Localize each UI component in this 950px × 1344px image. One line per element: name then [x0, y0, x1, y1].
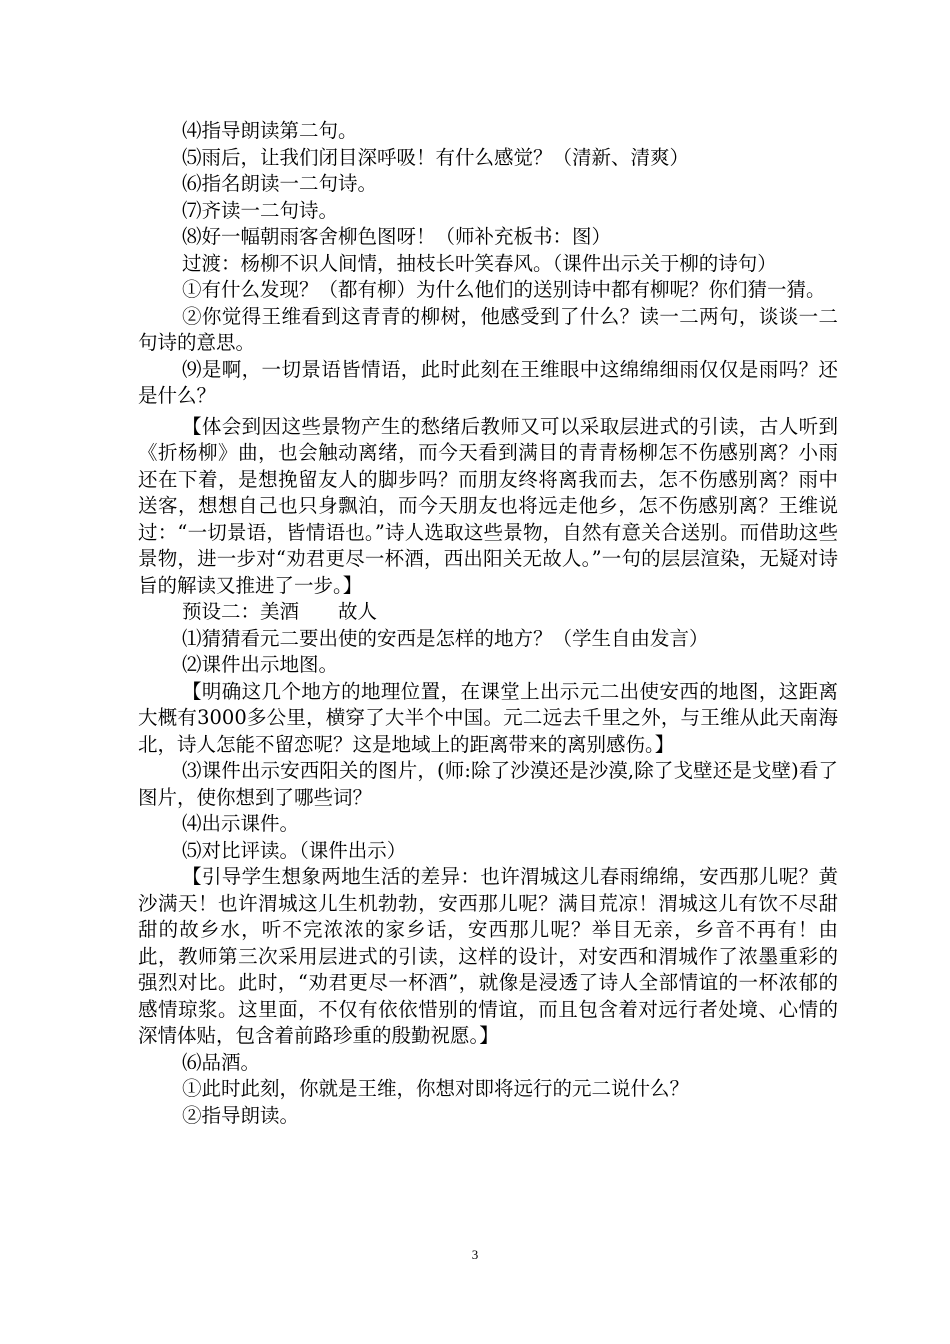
paragraph: ②你觉得王维看到这青青的柳树，他感受到了什么？读一二两句，谈谈一二句诗的意思。 — [138, 304, 838, 354]
paragraph: ⑻好一幅朝雨客舍柳色图呀！（师补充板书：图） — [182, 225, 612, 248]
paragraph: ⑼是啊，一切景语皆情语，此时此刻在王维眼中这绵绵细雨仅仅是雨吗？还是什么？ — [138, 357, 838, 407]
annotation-block: 【引导学生想象两地生活的差异：也许渭城这儿春雨绵绵，安西那儿呢？黄沙满天！也许渭城这儿生机勃勃，安西那儿呢？满目荒凉！渭城这儿有饮不尽甜甜的故乡水，听不完浓浓的家乡话，安西那儿呢？举目无亲，乡音不再有！由此，教师第三次采用层进式的引读，这样的设计，对安西和渭城作了浓墨重彩的强烈对比。此时，“劝君更尽一杯酒”，就像是浸透了诗人全部情谊的一杯浓郁的感情琼浆。这里面，不仅有依依惜别的情谊，而且包含着对远行者处境、心情的深情体贴，包含着前路珍重的殷勤祝愿。】 — [138, 865, 838, 1047]
paragraph: ①有什么发现？（都有柳）为什么他们的送别诗中都有柳呢？你们猜一猜。 — [182, 278, 826, 301]
paragraph: ⑵课件出示地图。 — [182, 653, 339, 676]
annotation-block: 【体会到因这些景物产生的愁绪后教师又可以采取层进式的引读，古人听到《折杨柳》曲，也会触动离绪，而今天看到满目的青青杨柳怎不伤感别离？小雨还在下着，是想挽留友人的脚步吗？而朋友终将离我而去，怎不伤感别离？雨中送客，想想自己也只身飘泊，而今天朋友也将远走他乡，怎不伤感别离？王维说过：“一切景语，皆情语也。”诗人选取这些景物，自然有意关合送别。而借助这些景物，进一步对“劝君更尽一杯酒，西出阳关无故人。”一句的层层渲染，无疑对诗旨的解读又推进了一步。】 — [138, 414, 838, 597]
page-number: 3 — [471, 1247, 479, 1262]
paragraph: ⑸雨后，让我们闭目深呼吸！有什么感觉？（清新、清爽） — [182, 145, 690, 169]
body-text — [138, 118, 838, 1129]
paragraph: ②指导朗读。 — [182, 1103, 300, 1127]
paragraph: ⑹品酒。 — [182, 1050, 261, 1074]
annotation-block: 【明确这几个地方的地理位置，在课堂上出示元二出使安西的地图，这距离大概有3000多公里，横穿了大半个中国。元二远去千里之外，与王维从此天南海北，诗人怎能不留恋呢？这是地域上的距离带来的离别感伤。】 — [138, 679, 838, 756]
paragraph: ⑸对比评读。（课件出示） — [182, 838, 407, 862]
paragraph: ⑴猜猜看元二要出使的安西是怎样的地方？（学生自由发言） — [182, 626, 709, 650]
paragraph: ⑷指导朗读第二句。 — [182, 119, 358, 142]
paragraph: ⑺齐读一二句诗。 — [182, 198, 339, 222]
paragraph: ⑹指名朗读一二句诗。 — [182, 172, 378, 195]
paragraph: 过渡：杨柳不识人间情，抽枝长叶笑春风。（课件出示关于柳的诗句） — [182, 251, 777, 275]
paragraph: ⑷出示课件。 — [182, 812, 300, 835]
paragraph: ⑶课件出示安西阳关的图片，(师:除了沙漠还是沙漠,除了戈壁还是戈壁)看了图片，使你想到了哪些词？ — [138, 759, 838, 809]
paragraph: 预设二：美酒 故人 — [182, 600, 378, 623]
paragraph: ①此时此刻，你就是王维，你想对即将远行的元二说什么？ — [182, 1077, 690, 1100]
